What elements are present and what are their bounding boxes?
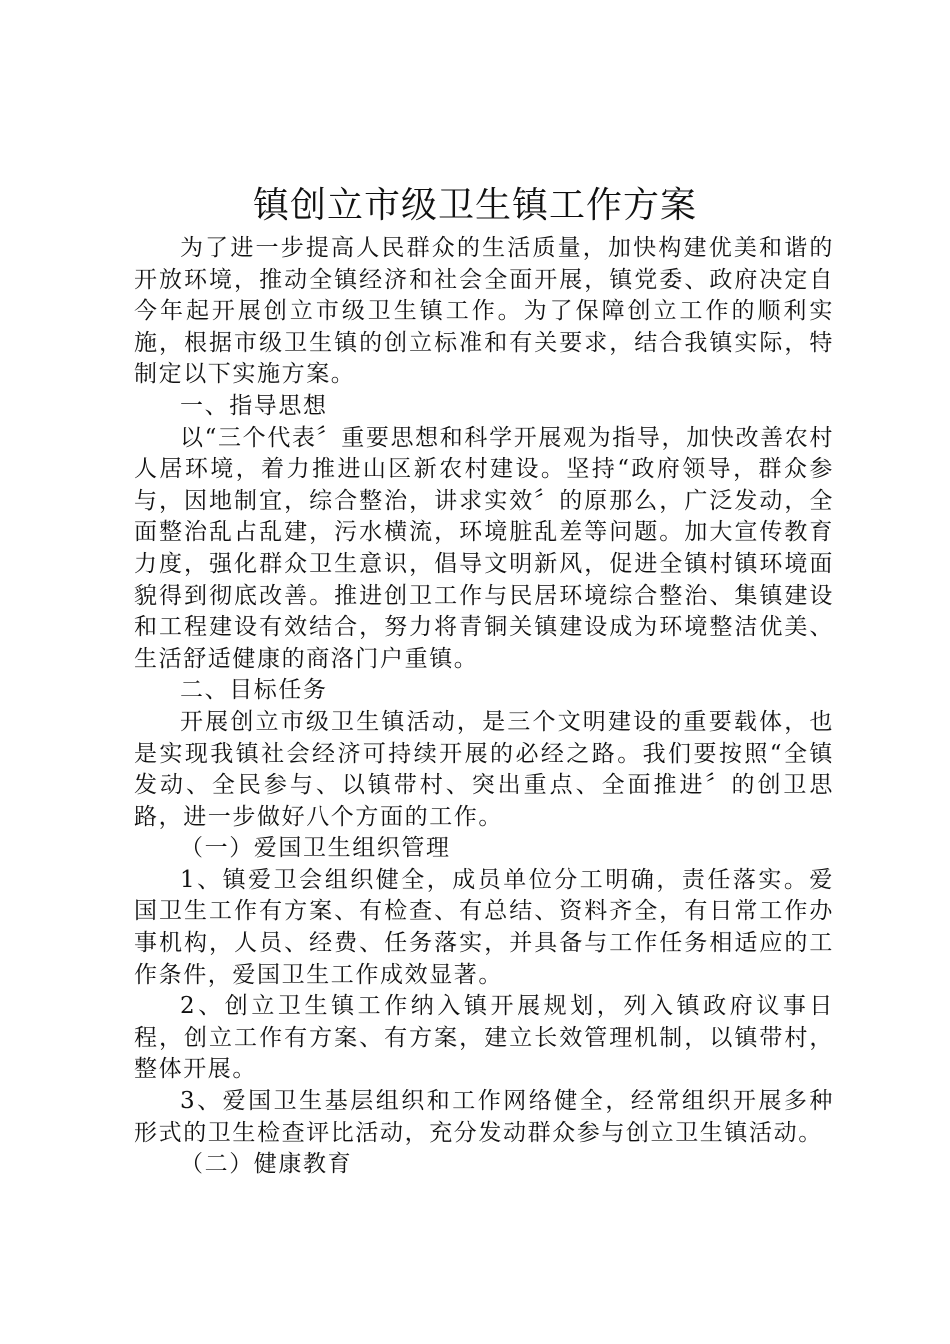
document-body [134,233,834,1181]
section-heading-guiding-ideology: 一、指导思想 [180,392,328,419]
subsection-heading-health-education: （二）健康教育 [180,1151,353,1178]
paragraph-intro: 为了进一步提高人民群众的生活质量，加快构建优美和谐的开放环境，推动全镇经济和社会全面开展，镇党委、政府决定自今年起开展创立市级卫生镇工作。为了保障创立工作的顺利实施，根据市级卫生镇的创立标准和有关要求，结合我镇实际，特制定以下实施方案。 [134,235,834,388]
subsection-heading-organization: （一）爱国卫生组织管理 [180,835,451,862]
document-title: 镇创立市级卫生镇工作方案 [252,185,697,226]
paragraph-item-3: 3、爱国卫生基层组织和工作网络健全，经常组织开展多种形式的卫生检查评比活动，充分发动群众参与创立卫生镇活动。 [134,1088,834,1146]
paragraph-guiding-ideology: 以“三个代表〞重要思想和科学开展观为指导，加快改善农村人居环境，着力推进山区新农村建设。坚持“政府领导，群众参与，因地制宜，综合整治，讲求实效〞的原那么，广泛发动，全面整治乱占乱建，污水横流，环境脏乱差等问题。加大宣传教育力度，强化群众卫生意识，倡导文明新风，促进全镇村镇环境面貌得到彻底改善。推进创卫工作与民居环境综合整治、集镇建设和工程建设有效结合，努力将青铜关镇建设成为环境整洁优美、生活舒适健康的商洛门户重镇。 [134,424,834,672]
section-heading-targets: 二、目标任务 [180,677,328,704]
paragraph-item-1: 1、镇爱卫会组织健全，成员单位分工明确，责任落实。爱国卫生工作有方案、有检查、有总结、资料齐全，有日常工作办事机构，人员、经费、任务落实，并具备与工作任务相适应的工作条件，爱国卫生工作成效显著。 [134,866,834,988]
paragraph-item-2: 2、创立卫生镇工作纳入镇开展规划，列入镇政府议事日程，创立工作有方案、有方案，建立长效管理机制，以镇带村，整体开展。 [134,993,834,1083]
paragraph-targets: 开展创立市级卫生镇活动，是三个文明建设的重要载体，也是实现我镇社会经济可持续开展的必经之路。我们要按照“全镇发动、全民参与、以镇带村、突出重点、全面推进〞的创卫思路，进一步做好八个方面的工作。 [134,708,834,830]
